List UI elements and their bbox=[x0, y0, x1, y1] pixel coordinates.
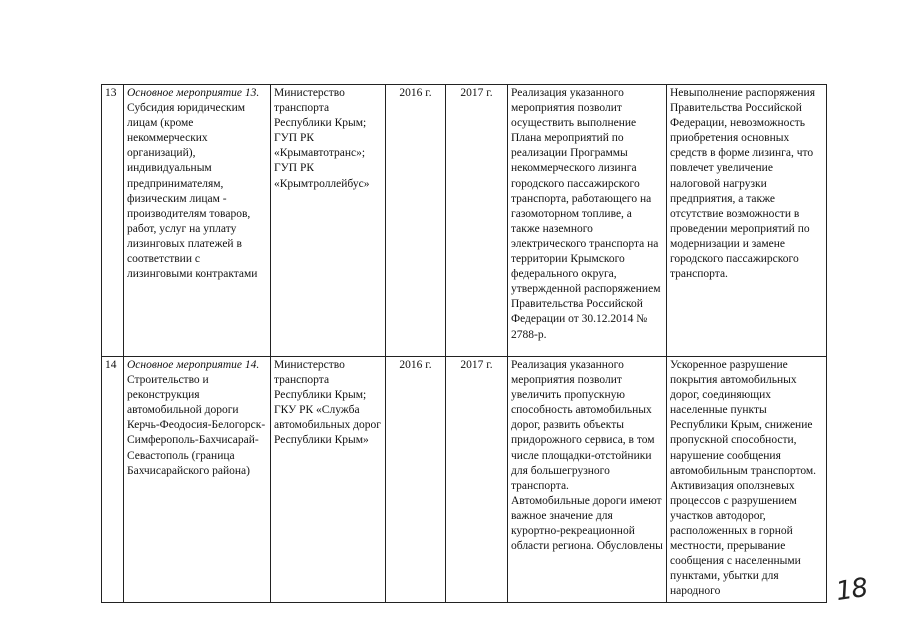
row-number: 14 bbox=[102, 357, 124, 603]
measure-cell bbox=[124, 85, 271, 357]
table-row bbox=[102, 85, 827, 357]
result-cell: Реализация указанного мероприятия позволит увеличить пропускную способность автомобильных дорог, развить объекты придорожного сервиса, в том числе площадки-отстойники для большегрузного транспорта. Автомобильные дороги имеют важное значение для курортно-рекреационной области региона. Обусловлены bbox=[508, 357, 667, 603]
measure-description: Субсидия юридическим лицам (кроме некоммерческих организаций), индивидуальным предпринимателям, физическим лицам - производителям товаров, работ, услуг на уплату лизинговых платежей в соответствии с лизинговыми контрактами bbox=[127, 102, 258, 281]
measure-description: Строительство и реконструкция автомобильной дороги Керчь-Феодосия-Белогорск-Симферополь-Бахчисарай-Севастополь (граница Бахчисарайского района) bbox=[127, 374, 266, 477]
end-date-cell: 2017 г. bbox=[446, 85, 508, 357]
start-date-cell: 2016 г. bbox=[386, 85, 446, 357]
measure-cell bbox=[124, 357, 271, 603]
executor-cell: Министерство транспорта Республики Крым; ГУП РК «Крымавтотранс»; ГУП РК «Крымтроллейбус» bbox=[271, 85, 386, 357]
handwritten-page-number: 18 bbox=[834, 572, 870, 608]
table-row bbox=[102, 357, 827, 603]
measure-title: Основное мероприятие 13. bbox=[127, 87, 260, 99]
row-number: 13 bbox=[102, 85, 124, 357]
measure-title: Основное мероприятие 14. bbox=[127, 359, 260, 371]
result-cell: Реализация указанного мероприятия позволит осуществить выполнение Плана мероприятий по реализации Программы некоммерческого лизинга городского пассажирского транспорта, работающего на газомоторном топливе, а также наземного электрического транспорта на территории Крымского федерального округа, утвержденной распоряжением Правительства Российской Федерации от 30.12.2014 № 2788-р. bbox=[508, 85, 667, 357]
executor-cell: Министерство транспорта Республики Крым; ГКУ РК «Служба автомобильных дорог Республики Крым» bbox=[271, 357, 386, 603]
measures-table bbox=[101, 84, 827, 603]
end-date-cell: 2017 г. bbox=[446, 357, 508, 603]
consequence-cell: Невыполнение распоряжения Правительства Российской Федерации, невозможность приобретения основных средств в форме лизинга, что повлечет увеличение налоговой нагрузки предприятия, а также отсутствие возможности в проведении мероприятий по модернизации и замене городского пассажирского транспорта. bbox=[667, 85, 827, 357]
start-date-cell: 2016 г. bbox=[386, 357, 446, 603]
consequence-cell: Ускоренное разрушение покрытия автомобильных дорог, соединяющих населенные пункты Республики Крым, снижение пропускной способности, нарушение сообщения автомобильным транспортом. Активизация оползневых процессов с разрушением участков автодорог, расположенных в горной местности, прерывание сообщения с населенными пунктами, убытки для народного bbox=[667, 357, 827, 603]
